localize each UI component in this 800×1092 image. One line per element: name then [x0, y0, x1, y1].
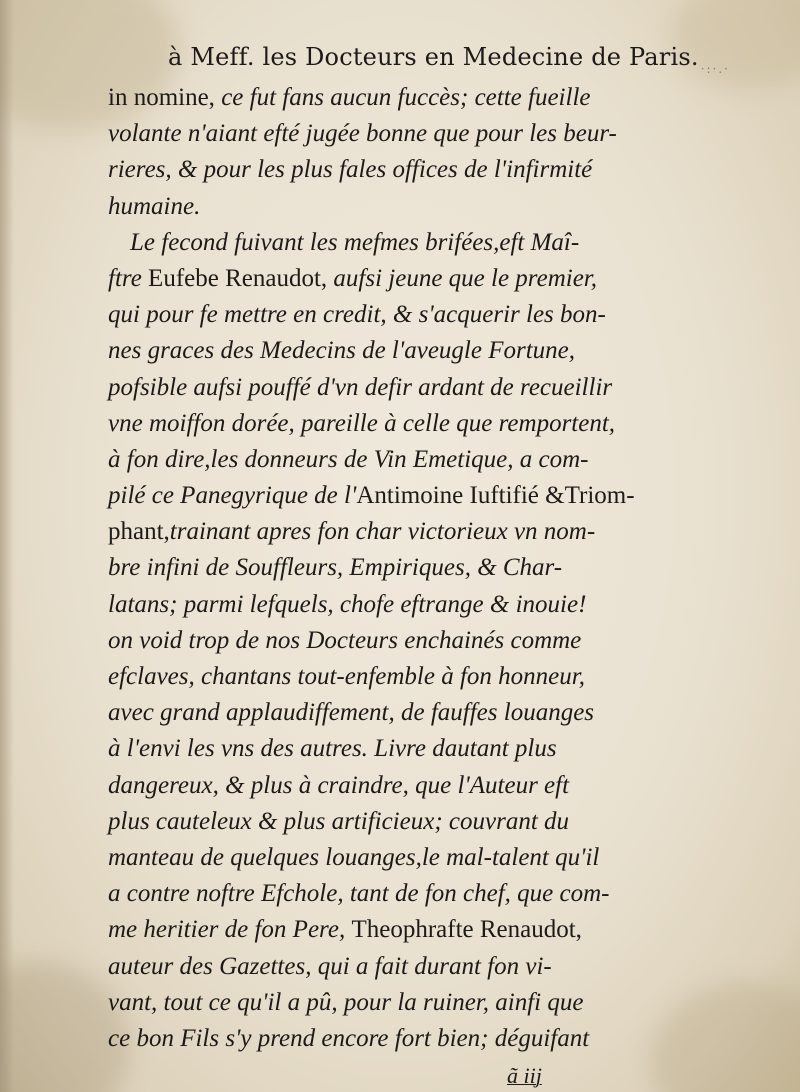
italic-text: auteur des Gazettes, qui a fait durant fon vi-: [108, 952, 552, 980]
text-line: [108, 370, 668, 406]
italic-text: a contre noftre Efchole, tant de fon chef, que com-: [108, 880, 610, 908]
page-stain: [650, 982, 800, 1092]
text-line: [108, 768, 668, 804]
text-line: [108, 225, 668, 261]
italic-text: ce bon Fils s'y prend encore fort bien; déguifant: [108, 1024, 590, 1052]
text-line: [108, 406, 668, 442]
text-line: [108, 116, 668, 152]
italic-text: vant, tout ce qu'il a pû, pour la ruiner, ainfi que: [108, 988, 584, 1016]
roman-text: Eufebe Renaudot,: [148, 264, 334, 292]
italic-text: rieres, & pour les plus fales offices de l'infirmité: [108, 156, 593, 184]
italic-text: aufsi jeune que le premier,: [333, 264, 598, 292]
running-head: à Meff. les Docteurs en Medecine de Paris.: [168, 43, 699, 71]
text-line: [108, 261, 668, 297]
text-line: [108, 876, 668, 912]
page-binding-shadow: [0, 0, 14, 1092]
italic-text: volante n'aiant efté jugée bonne que pour les beur-: [108, 120, 617, 148]
italic-text: qui pour fe mettre en credit, & s'acquerir les bon-: [108, 301, 606, 329]
italic-text: pilé ce Panegyrique de l': [108, 482, 357, 510]
signature-mark: ã iij: [507, 1063, 542, 1088]
text-line: [108, 840, 668, 876]
text-line: [108, 1021, 668, 1057]
body-text: [108, 80, 668, 1057]
italic-text: vne moiffon dorée, pareille à celle que remportent,: [108, 409, 616, 437]
italic-text: me heritier de fon Pere,: [108, 916, 352, 944]
text-line: [108, 152, 668, 188]
text-line: [108, 478, 668, 514]
text-line: [108, 912, 668, 948]
italic-text: efclaves, chantans tout-enfemble à fon honneur,: [108, 663, 585, 690]
italic-text: on void trop de nos Docteurs enchainés comme: [108, 626, 582, 654]
text-line: [108, 297, 668, 333]
ink-specks: ·:·.·: [700, 62, 730, 76]
roman-text: phant,: [108, 518, 170, 546]
italic-text: manteau de quelques louanges,le mal-talent qu'il: [108, 843, 600, 871]
italic-text: nes graces des Medecins de l'aveugle Fortune,: [108, 337, 576, 365]
italic-text: humaine.: [108, 192, 201, 220]
text-line: [108, 804, 668, 840]
italic-text: trainant apres fon char victorieux vn nom-: [169, 518, 596, 546]
text-line: [108, 949, 668, 985]
roman-text: in nomine,: [108, 84, 222, 111]
italic-text: à l'envi les vns des autres. Livre dautant plus: [108, 735, 557, 763]
italic-text: Le fecond fuivant les mefmes brifées,eft Maî-: [130, 228, 580, 256]
roman-text: Antimoine Iuftifié &Triom-: [356, 482, 635, 510]
text-line: [108, 659, 668, 695]
italic-text: ftre: [108, 264, 149, 292]
text-line: [108, 695, 668, 731]
text-line: [108, 333, 668, 369]
italic-text: pofsible aufsi pouffé d'vn defir ardant de recueillir: [108, 373, 613, 401]
text-line: [108, 442, 668, 478]
italic-text: ce fut fans aucun fuccès; cette fueille: [221, 84, 591, 111]
italic-text: avec grand applaudiffement, de fauffes louanges: [108, 699, 595, 727]
text-line: [108, 80, 668, 116]
text-line: [108, 985, 668, 1021]
text-line: [108, 550, 668, 586]
italic-text: bre infini de Souffleurs, Empiriques, & Char-: [108, 554, 563, 582]
italic-text: dangereux, & plus à craindre, que l'Auteur eft: [108, 771, 570, 799]
text-line: [108, 189, 668, 225]
text-line: [108, 587, 668, 623]
roman-text: Theophrafte Renaudot,: [351, 916, 582, 944]
italic-text: plus cauteleux & plus artificieux; couvrant du: [108, 807, 570, 835]
text-line: [108, 731, 668, 767]
italic-text: latans; parmi lefquels, chofe eftrange & inouie!: [108, 590, 587, 618]
text-line: [108, 623, 668, 659]
italic-text: à fon dire,les donneurs de Vin Emetique, a com-: [108, 445, 589, 473]
text-line: [108, 514, 668, 550]
